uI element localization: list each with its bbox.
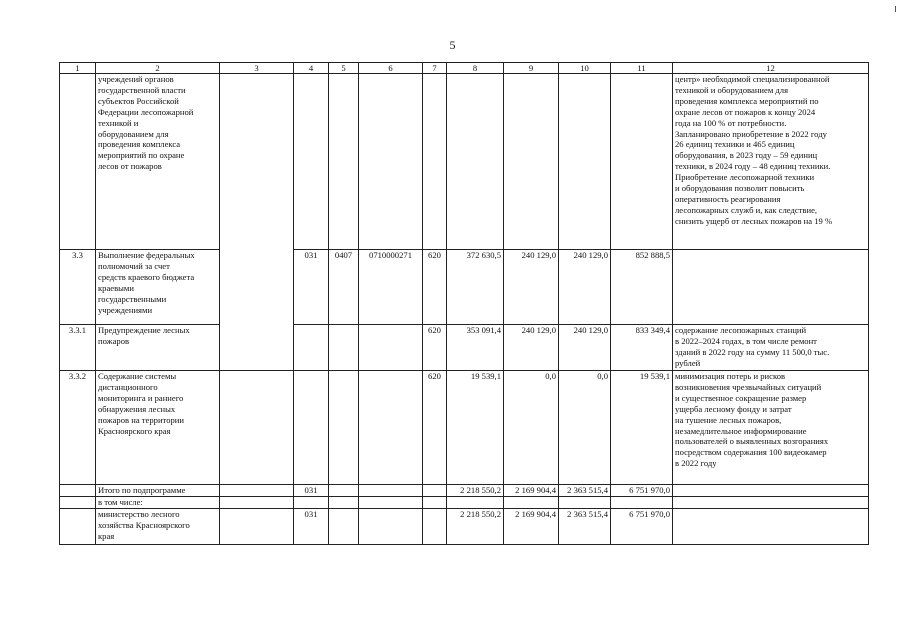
cell-description: в том числе: xyxy=(96,497,220,509)
cell-2024: 0,0 xyxy=(559,371,611,485)
header-cell: 9 xyxy=(504,63,559,74)
cell-description: учреждений органов государственной власти субъектов Российской Федерации лесопожарной техникой и оборудованием для проведения комплекса мероприятий по охране лесов от пожаров xyxy=(96,74,220,250)
cell-description: Содержание системы дистанционного мониторинга и раннего обнаружения лесных пожаров на территории Красноярского края xyxy=(96,371,220,485)
corner-mark xyxy=(895,6,896,12)
cell-total: 6 751 970,0 xyxy=(611,485,673,497)
cell-csr: 0710000271 xyxy=(359,250,423,325)
cell-vr: 620 xyxy=(423,250,447,325)
cell-total: 852 888,5 xyxy=(611,250,673,325)
cell-number: 3.3.2 xyxy=(60,371,96,485)
cell-grbs: 031 xyxy=(294,485,329,497)
cell-2023: 240 129,0 xyxy=(504,325,559,371)
header-cell: 11 xyxy=(611,63,673,74)
cell-description: Выполнение федеральных полномочий за счет средств краевого бюджета краевыми государственными учреждениями xyxy=(96,250,220,325)
cell-2022: 2 218 550,2 xyxy=(447,485,504,497)
cell-grbs: 031 xyxy=(294,250,329,325)
header-cell: 6 xyxy=(359,63,423,74)
cell-description: Итого по подпрограмме xyxy=(96,485,220,497)
cell-description: Предупреждение лесных пожаров xyxy=(96,325,220,371)
header-cell: 10 xyxy=(559,63,611,74)
cell-2024: 240 129,0 xyxy=(559,250,611,325)
table-row-3-3-2 xyxy=(60,371,869,485)
cell-result: содержание лесопожарных станций в 2022–2024 годах, в том числе ремонт зданий в 2022 году на сумму 11 500,0 тыс. рублей xyxy=(673,325,869,371)
cell-number: 3.3 xyxy=(60,250,96,325)
table-row-including xyxy=(60,497,869,509)
header-cell: 1 xyxy=(60,63,96,74)
cell-2023: 240 129,0 xyxy=(504,250,559,325)
cell-result: центр» необходимой специализированной техникой и оборудованием для проведения комплекса мероприятий по охране лесов от пожаров к концу 2024 года на 100 % от потребности. Запланировано приобретение в 2022 году 26 единиц техники и 465 единиц оборудования, в 2023 году – 59 единиц техники, в 2024 году – 48 единиц техники. Приобретение лесопожарной техники и оборудования позволит повысить оперативность реагирования лесопожарных служб и, как следствие, снизить ущерб от лесных пожаров на 19 % xyxy=(673,74,869,250)
cell-total: 19 539,1 xyxy=(611,371,673,485)
header-cell: 8 xyxy=(447,63,504,74)
cell-grbs: 031 xyxy=(294,509,329,545)
cell-2022: 353 091,4 xyxy=(447,325,504,371)
cell-description: министерство лесного хозяйства Красноярского края xyxy=(96,509,220,545)
header-cell: 5 xyxy=(329,63,359,74)
cell-number: 3.3.1 xyxy=(60,325,96,371)
cell-2023: 2 169 904,4 xyxy=(504,485,559,497)
cell-vr: 620 xyxy=(423,371,447,485)
header-cell: 12 xyxy=(673,63,869,74)
cell-2024: 2 363 515,4 xyxy=(559,485,611,497)
cell-2023: 2 169 904,4 xyxy=(504,509,559,545)
cell-2024: 2 363 515,4 xyxy=(559,509,611,545)
header-cell: 2 xyxy=(96,63,220,74)
cell-2023: 0,0 xyxy=(504,371,559,485)
cell-2022: 372 630,5 xyxy=(447,250,504,325)
cell-col3-merged xyxy=(220,74,294,371)
page-number: 5 xyxy=(449,38,456,52)
cell-2022: 19 539,1 xyxy=(447,371,504,485)
cell-total: 833 349,4 xyxy=(611,325,673,371)
cell-2022: 2 218 550,2 xyxy=(447,509,504,545)
header-row xyxy=(60,63,869,74)
header-cell: 7 xyxy=(423,63,447,74)
table-row-continuation xyxy=(60,74,869,250)
cell-total: 6 751 970,0 xyxy=(611,509,673,545)
header-cell: 3 xyxy=(220,63,294,74)
program-table xyxy=(59,62,869,545)
table-row-3-3 xyxy=(60,250,869,325)
table-row-ministry xyxy=(60,509,869,545)
cell-rzpr: 0407 xyxy=(329,250,359,325)
table-row-3-3-1 xyxy=(60,325,869,371)
cell-2024: 240 129,0 xyxy=(559,325,611,371)
header-cell: 4 xyxy=(294,63,329,74)
cell-result: минимизация потерь и рисков возникновения чрезвычайных ситуаций и существенное сокращение размер ущерба лесному фонду и затрат на тушение лесных пожаров, незамедлительное информирование пользователей о выявленных возгораниях посредством содержания 100 видеокамер в 2022 году xyxy=(673,371,869,485)
table-row-subtotal xyxy=(60,485,869,497)
cell-vr: 620 xyxy=(423,325,447,371)
